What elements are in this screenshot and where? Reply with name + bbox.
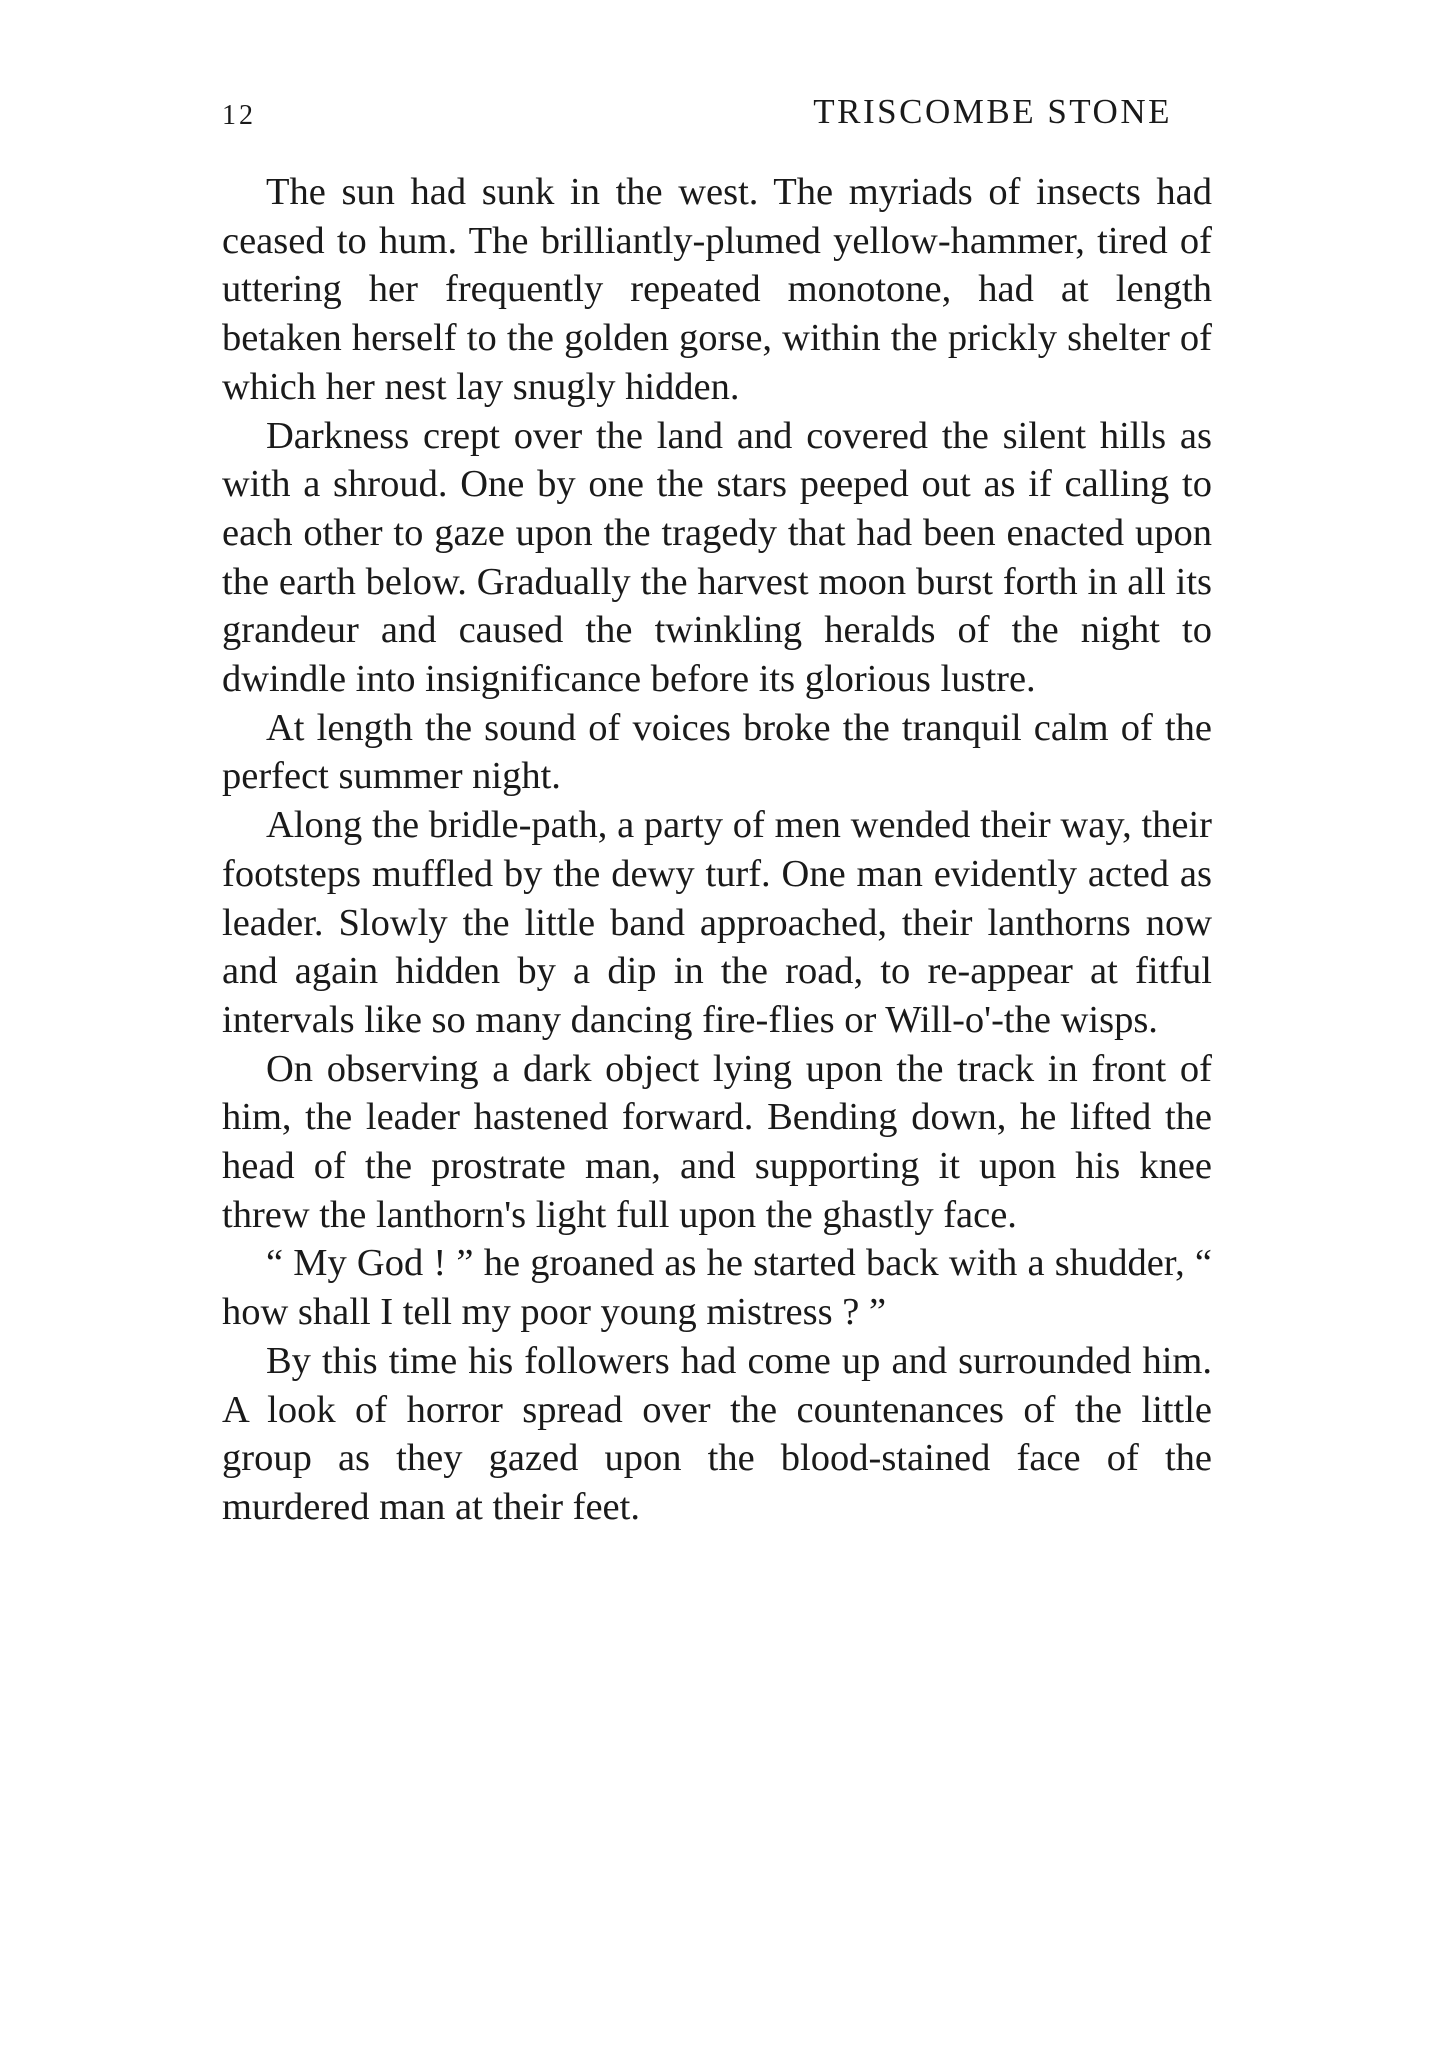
paragraph-darkness: Darkness crept over the land and covered the silent hills as with a shroud. One by one the stars peeped out as if calling to each other to gaze upon the tragedy that had been enacted upon the earth below. Gradually the harvest moon burst forth in all its grandeur and caused the twinkling heralds of the night to dwindle into insignificance before its glorious lustre. [222,414,1212,701]
page-number: 12 [222,100,256,131]
running-head [222,92,1172,142]
paragraph-sunset: The sun had sunk in the west. The myriads of insects had ceased to hum. The brilliantly-plumed yellow-hammer, tired of uttering her frequently repeated monotone, had at length betaken herself to the golden gorse, within the prickly shelter of which her nest lay snugly hidden. [222,171,1212,408]
paragraph-dark-object: On observing a dark object lying upon the track in front of him, the leader hastened forward. Bending down, he lifted the head of the prostrate man, and supporting it upon his knee threw the lanthorn's light full upon the ghastly face. [222,1047,1212,1236]
paragraph-voices: At length the sound of voices broke the tranquil calm of the perfect summer night. [222,706,1212,798]
paragraph-followers: By this time his followers had come up and surrounded him. A look of horror spread over the countenances of the little group as they gazed upon the blood-stained face of the murdered man at their feet. [222,1339,1212,1528]
paragraph-my-god: “ My God ! ” he groaned as he started back with a shudder, “ how shall I tell my poor young mistress ? ” [222,1242,1212,1334]
running-title: TRISCOMBE STONE [813,92,1172,131]
body-text [222,168,1212,1532]
paragraph-bridle-path: Along the bridle-path, a party of men wended their way, their footsteps muffled by the dewy turf. One man evidently acted as leader. Slowly the little band approached, their lanthorns now and again hidden by a dip in the road, to re-appear at fitful intervals like so many dancing fire-flies or Will-o'-the wisps. [222,804,1212,1041]
